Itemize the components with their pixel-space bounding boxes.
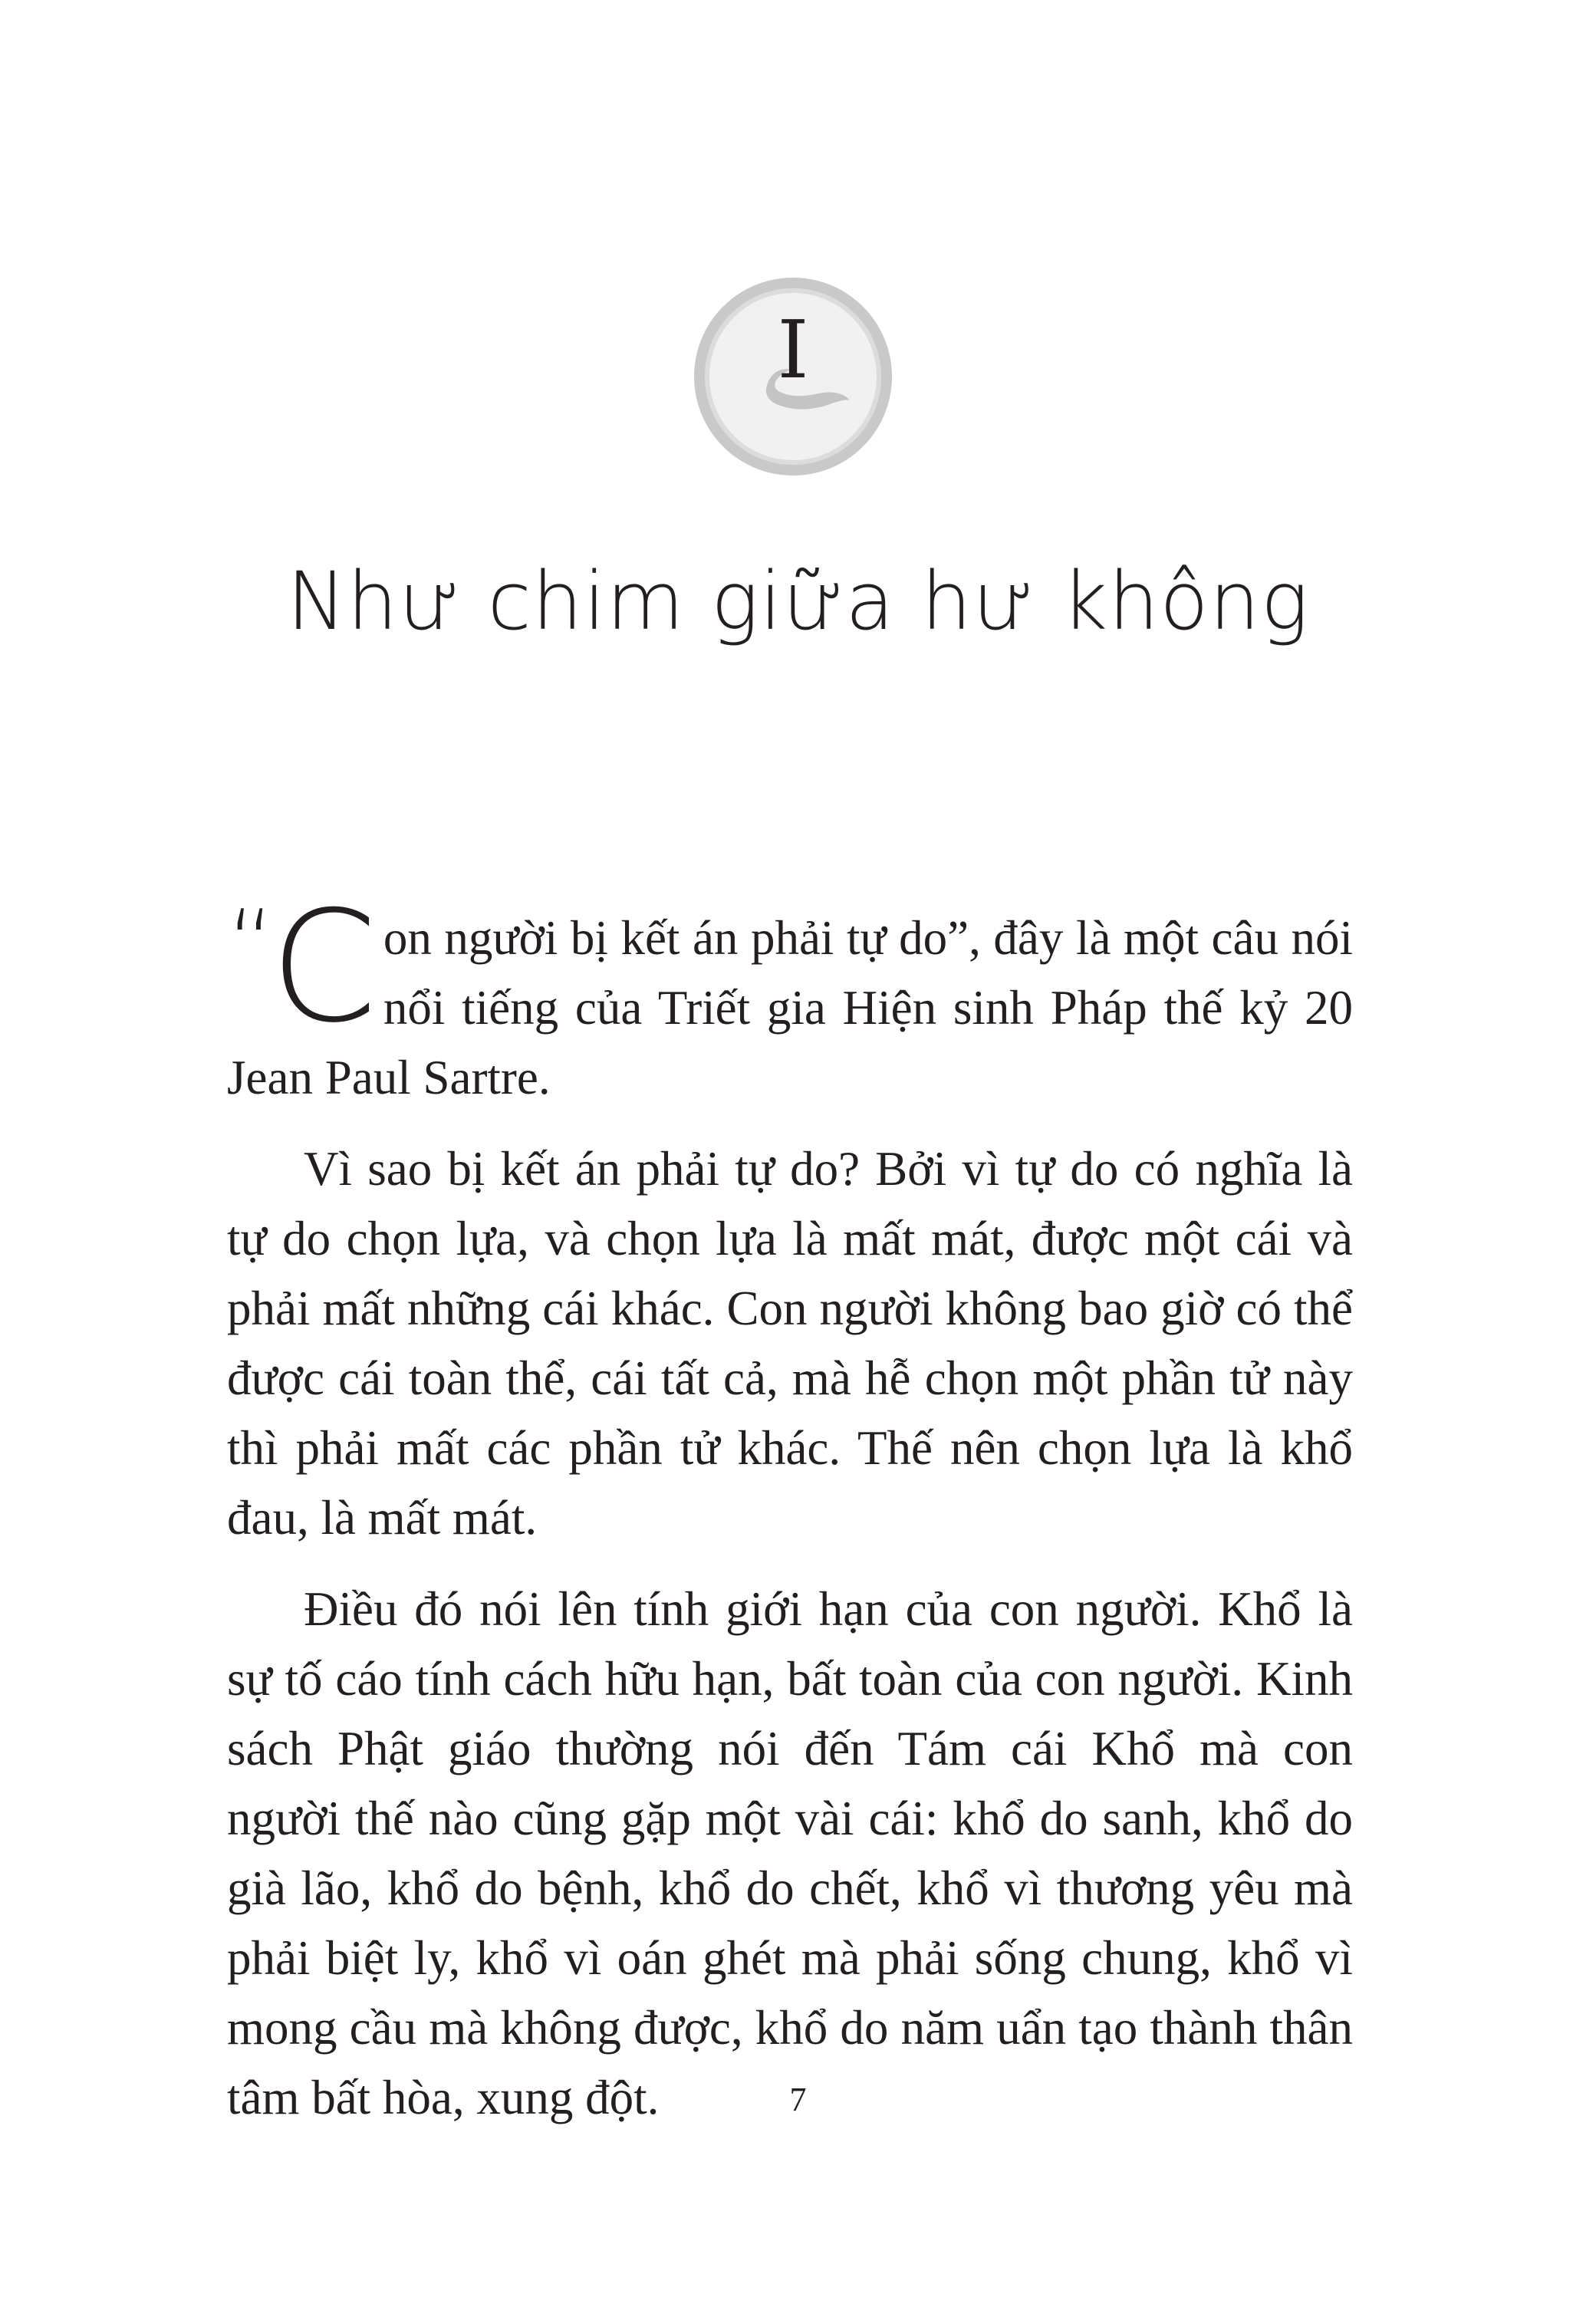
chapter-title: Như chim giữa hư không <box>286 555 1310 648</box>
paragraph-1 <box>227 878 1353 1113</box>
chapter-numeral: I <box>777 303 809 397</box>
drop-cap-block <box>227 878 377 1057</box>
page-number: 7 <box>789 2081 807 2118</box>
chapter-body <box>227 878 1353 2154</box>
drop-quote-mark: “ <box>227 891 271 998</box>
paragraph-1-text: on người bị kết án phải tự do”, đây là một câu nói nổi tiếng của Triết gia Hiện sinh Pháp thế kỷ 20 Jean Paul Sartre. <box>227 911 1353 1104</box>
drop-cap-letter: C <box>270 878 377 1057</box>
paragraph-3: Điều đó nói lên tính giới hạn của con người. Khổ là sự tố cáo tính cách hữu hạn, bất toàn của con người. Kinh sách Phật giáo thường nói đến Tám cái Khổ mà con người thế nào cũng gặp một vài cái: khổ do sanh, khổ do già lão, khổ do bệnh, khổ do chết, khổ vì thương yêu mà phải biệt ly, khổ vì oán ghét mà phải sống chung, khổ vì mong cầu mà không được, khổ do năm uẩn tạo thành thân tâm bất hòa, xung đột. <box>227 1582 1353 2124</box>
paragraph-2: Vì sao bị kết án phải tự do? Bởi vì tự do có nghĩa là tự do chọn lựa, và chọn lựa là mất mát, được một cái và phải mất những cái khác. Con người không bao giờ có thể được cái toàn thể, cái tất cả, mà hễ chọn một phần tử này thì phải mất các phần tử khác. Thế nên chọn lựa là khổ đau, là mất mát. <box>227 1142 1353 1545</box>
chapter-badge <box>693 276 893 477</box>
